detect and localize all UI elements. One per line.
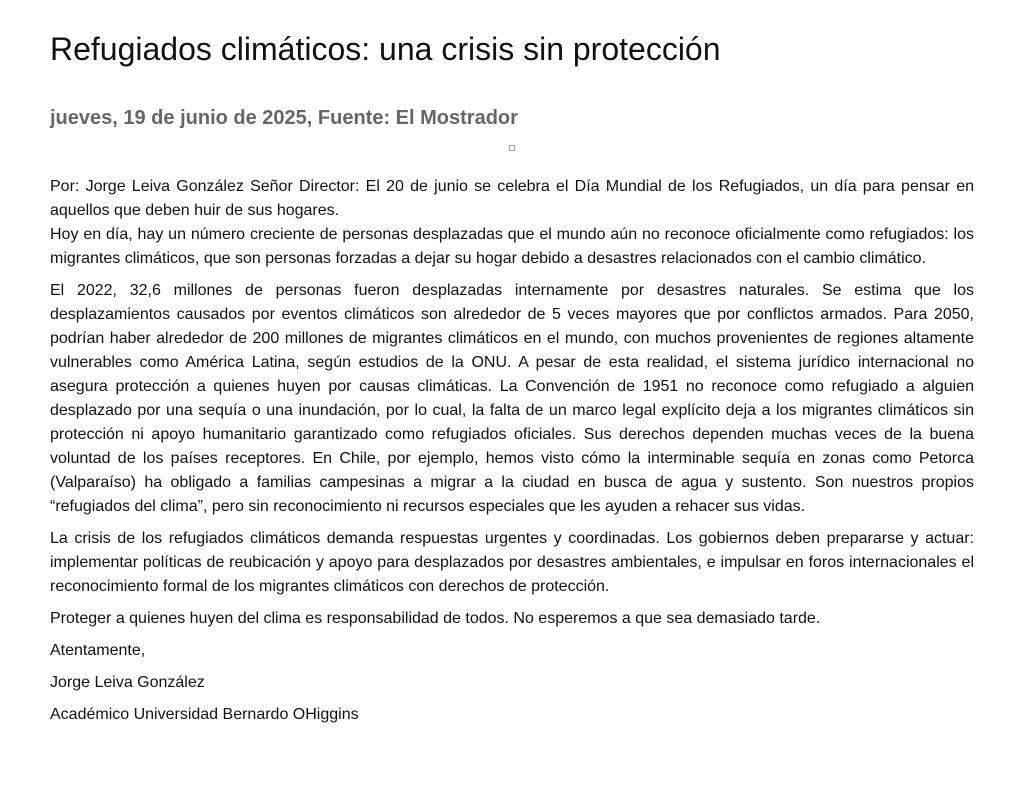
author-name: Jorge Leiva González: [50, 674, 205, 691]
paragraph-call-to-action: La crisis de los refugiados climáticos demanda respuestas urgentes y coordinadas. Los gobiernos deben prepararse y actuar: implementar políticas de reubicación y apoyo para desplazados por desastres ambientales, e impulsar en foros internacionales el reconocimiento formal de los migrantes climáticos con derechos de protección.: [50, 530, 974, 595]
broken-image-icon: [509, 145, 515, 151]
article-image: [50, 130, 974, 166]
paragraph-closing: Proteger a quienes huyen del clima es responsabilidad de todos. No esperemos a que sea demasiado tarde.: [50, 610, 821, 627]
article-title: Refugiados climáticos: una crisis sin protección: [50, 31, 721, 67]
author-affiliation: Académico Universidad Bernardo OHiggins: [50, 706, 359, 723]
paragraph-context: Hoy en día, hay un número creciente de personas desplazadas que el mundo aún no reconoce oficialmente como refugiados: los migrantes climáticos, que son personas forzadas a dejar su hogar debido a desastres relacionados con el cambio climático.: [50, 226, 974, 267]
paragraph-data: El 2022, 32,6 millones de personas fueron desplazadas internamente por desastres naturales. Se estima que los desplazamientos causados por eventos climáticos son alrededor de 5 veces mayores que por conflictos armados. Para 2050, podrían haber alrededor de 200 millones de migrantes climáticos en el mundo, con muchos provenientes de regiones altamente vulnerables como América Latina, según estudios de la ONU. A pesar de esta realidad, el sistema jurídico internacional no asegura protección a quienes huyen por causas climáticas. La Convención de 1951 no reconoce como refugiado a alguien desplazado por una sequía o una inundación, por lo cual, la falta de un marco legal explícito deja a los migrantes climáticos sin protección ni apoyo humanitario garantizado como refugiados oficiales. Sus derechos dependen muchas veces de la buena voluntad de los países receptores. En Chile, por ejemplo, hemos visto cómo la interminable sequía en zonas como Petorca (Valparaíso) ha obligado a familias campesinas a migrar a la ciudad en busca de agua y sustento. Son nuestros propios “refugiados del clima”, pero sin reconocimiento ni recursos especiales que les ayuden a rehacer sus vidas.: [50, 282, 974, 515]
paragraph-intro: Por: Jorge Leiva González Señor Director: El 20 de junio se celebra el Día Mundial de los Refugiados, un día para pensar en aquellos que deben huir de sus hogares.: [50, 178, 974, 219]
article-body: [50, 175, 974, 727]
signoff: Atentamente,: [50, 642, 146, 659]
article-meta: jueves, 19 de junio de 2025, Fuente: El Mostrador: [50, 107, 518, 129]
